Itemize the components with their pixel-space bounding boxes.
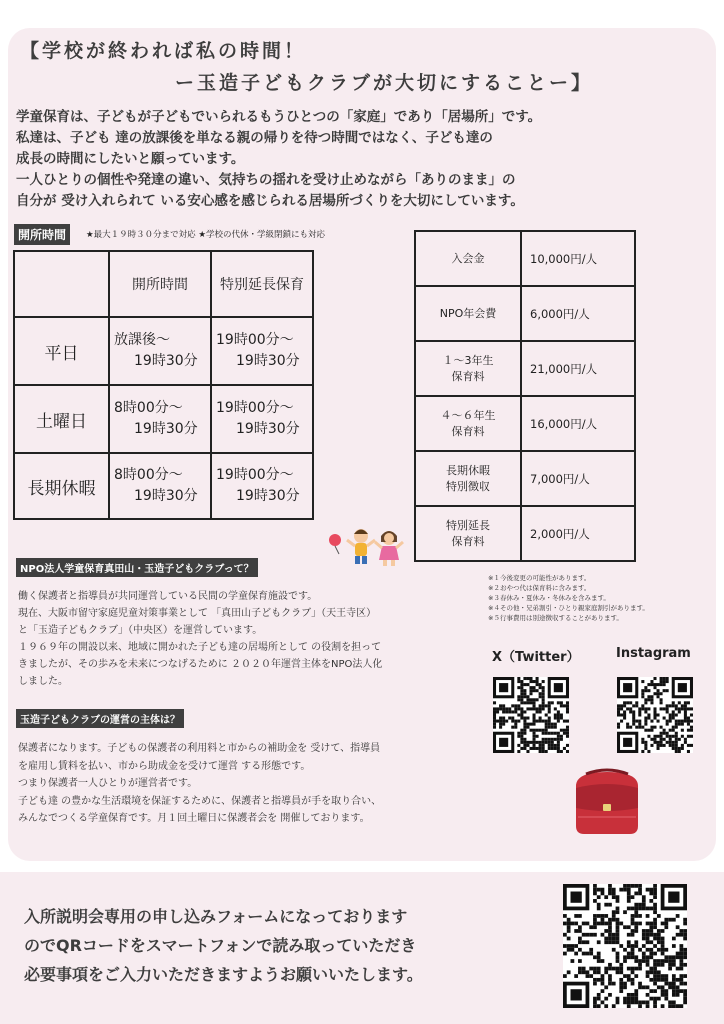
cell-line: 19時30分 bbox=[236, 488, 300, 504]
extended-hours-cell bbox=[211, 453, 313, 519]
npo-line: 働く保護者と指導員が共同運営している民間の学童保育施設です。 bbox=[18, 591, 318, 602]
fee-item-line: 保育料 bbox=[451, 534, 485, 548]
cell-line: 19時30分 bbox=[134, 488, 198, 504]
operation-line: 保護者になります。子どもの保護者の利用料と市からの補助金を 受けて、指導員 bbox=[18, 743, 381, 754]
open-hours-cell bbox=[109, 317, 211, 385]
fee-item-cell bbox=[415, 451, 521, 506]
fee-item-line: 長期休暇 bbox=[446, 463, 490, 477]
operation-body bbox=[18, 740, 478, 828]
page-title-line2: ー玉造子どもクラブが大切にすることー】 bbox=[175, 72, 594, 94]
children-illustration bbox=[325, 520, 415, 570]
cell-line: 8時00分〜 bbox=[114, 467, 183, 483]
day-cell: 長期休暇 bbox=[14, 453, 109, 519]
table-row bbox=[415, 451, 635, 506]
cell-line: 19時00分〜 bbox=[216, 400, 294, 416]
npo-heading: NPO法人学童保育真田山・玉造子どもクラブって？ bbox=[16, 558, 258, 577]
cell-line: 19時30分 bbox=[134, 353, 198, 369]
fee-item-cell bbox=[415, 341, 521, 396]
fees-table bbox=[414, 230, 636, 562]
fee-item-line: 保育料 bbox=[451, 424, 485, 438]
table-row bbox=[14, 317, 313, 385]
qr-code-icon bbox=[617, 677, 693, 753]
fee-item-line: 保育料 bbox=[451, 369, 485, 383]
fee-price-cell: 2,000円/人 bbox=[521, 506, 635, 561]
application-form-qr-code[interactable] bbox=[563, 884, 687, 1008]
fee-note: ※４その他・兄弟割引・ひとり親家庭割引があります。 bbox=[488, 604, 649, 612]
fee-price-cell: 7,000円/人 bbox=[521, 451, 635, 506]
table-row bbox=[415, 396, 635, 451]
table-header-cell bbox=[14, 251, 109, 317]
cell-line: 放課後〜 bbox=[114, 332, 170, 348]
intro-line: 一人ひとりの個性や発達の違い、気持ちの揺れを受け止めながら「ありのまま」の bbox=[16, 172, 516, 188]
table-row bbox=[14, 385, 313, 453]
operation-line: みんなでつくる学童保育です。月１回土曜日に保護者会を 開催しております。 bbox=[18, 813, 370, 824]
day-cell: 土曜日 bbox=[14, 385, 109, 453]
npo-line: きましたが、その歩みを未来につなげるために ２０２０年運営主体をNPO法人化 bbox=[18, 659, 383, 670]
cta-line: 入所説明会専用の申し込みフォームになっております bbox=[24, 907, 408, 926]
fee-note: ※５行事費用は別途徴収することがあります。 bbox=[488, 614, 623, 622]
intro-line: 成長の時間にしたいと願っています。 bbox=[16, 151, 245, 167]
fee-price-cell: 16,000円/人 bbox=[521, 396, 635, 451]
table-row bbox=[415, 231, 635, 286]
intro-line: 私達は、子ども 達の放課後を単なる親の帰りを待つ時間ではなく、子ども達の bbox=[16, 130, 493, 146]
cell-line: 19時00分〜 bbox=[216, 467, 294, 483]
table-header-cell: 特別延長保育 bbox=[211, 251, 313, 317]
fee-price-cell: 21,000円/人 bbox=[521, 341, 635, 396]
npo-line: しました。 bbox=[18, 676, 68, 687]
table-row bbox=[415, 286, 635, 341]
npo-line: １９６９年の開設以来、地域に開かれた子ども達の居場所として の役割を担って bbox=[18, 642, 382, 653]
npo-body bbox=[18, 588, 478, 690]
qr-code-icon bbox=[563, 884, 687, 1008]
table-row bbox=[415, 341, 635, 396]
extended-hours-cell bbox=[211, 317, 313, 385]
cta-line: 必要事項をご入力いただきますようお願いいたします。 bbox=[24, 965, 423, 984]
cell-line: 8時00分〜 bbox=[114, 400, 183, 416]
npo-line: 現在、大阪市留守家庭児童対策事業として 「真田山子どもクラブ」（天王寺区） bbox=[18, 608, 377, 619]
hours-note: ★最大１９時３０分まで対応 ★学校の代休・学級閉鎖にも対応 bbox=[86, 230, 325, 240]
fee-item-cell bbox=[415, 286, 521, 341]
extended-hours-cell bbox=[211, 385, 313, 453]
fee-price-cell: 10,000円/人 bbox=[521, 231, 635, 286]
cta-line: のでQRコードをスマートフォンで読み取っていただき bbox=[24, 936, 417, 955]
cell-line: 19時30分 bbox=[236, 421, 300, 437]
operation-line: を雇用し賃料を払い、市から助成金を受けて運営 する形態です。 bbox=[18, 760, 311, 772]
open-hours-cell bbox=[109, 385, 211, 453]
hours-label: 開所時間 bbox=[14, 224, 70, 245]
open-hours-cell bbox=[109, 453, 211, 519]
operation-heading: 玉造子どもクラブの運営の主体は？ bbox=[16, 709, 184, 728]
intro-paragraph bbox=[16, 107, 716, 212]
x-qr-code[interactable] bbox=[493, 677, 569, 753]
fee-item-cell bbox=[415, 396, 521, 451]
qr-code-icon bbox=[493, 677, 569, 753]
hours-table bbox=[13, 250, 314, 520]
fee-item-line: 入会金 bbox=[451, 251, 485, 265]
fee-item-line: NPO年会費 bbox=[439, 306, 497, 320]
fee-item-line: 特別徴収 bbox=[446, 479, 490, 493]
x-label: X（Twitter） bbox=[492, 650, 580, 665]
instagram-label: Instagram bbox=[616, 646, 691, 661]
instagram-qr-code[interactable] bbox=[617, 677, 693, 753]
fee-item-line: 特別延長 bbox=[446, 518, 490, 532]
cell-line: 19時30分 bbox=[134, 421, 198, 437]
fee-notes bbox=[488, 573, 649, 623]
operation-line: つまり保護者一人ひとりが運営者です。 bbox=[18, 778, 198, 789]
page-title-line1: 【学校が終われば私の時間！ bbox=[20, 40, 307, 62]
table-row bbox=[14, 251, 313, 317]
fee-item-line: ４〜６年生 bbox=[440, 408, 496, 422]
randoseru-illustration bbox=[566, 768, 648, 836]
cell-line: 19時30分 bbox=[236, 353, 300, 369]
cta-text bbox=[24, 902, 423, 989]
fee-note: ※２おやつ代は保育料に含みます。 bbox=[488, 584, 591, 592]
fee-note: ※１今後変更の可能性があります。 bbox=[488, 574, 591, 582]
fee-price-cell: 6,000円/人 bbox=[521, 286, 635, 341]
table-header-cell: 開所時間 bbox=[109, 251, 211, 317]
intro-line: 自分が 受け入れられて いる安心感を感じられる居場所づくりを大切にしています。 bbox=[16, 193, 524, 209]
table-row bbox=[14, 453, 313, 519]
intro-line: 学童保育は、子どもが子どもでいられるもうひとつの「家庭」であり「居場所」です。 bbox=[16, 109, 542, 125]
npo-line: と「玉造子どもクラブ」（中央区）を運営しています。 bbox=[18, 625, 263, 636]
fee-item-cell bbox=[415, 231, 521, 286]
fee-item-line: １〜3年生 bbox=[442, 353, 494, 367]
fee-item-cell bbox=[415, 506, 521, 561]
cell-line: 19時00分〜 bbox=[216, 332, 294, 348]
day-cell: 平日 bbox=[14, 317, 109, 385]
fee-note: ※３春休み・夏休み・冬休みを含みます。 bbox=[488, 594, 610, 602]
table-row bbox=[415, 506, 635, 561]
operation-line: 子ども達 の豊かな生活環境を保証するために、保護者と指導員が手を取り合い、 bbox=[18, 795, 382, 807]
